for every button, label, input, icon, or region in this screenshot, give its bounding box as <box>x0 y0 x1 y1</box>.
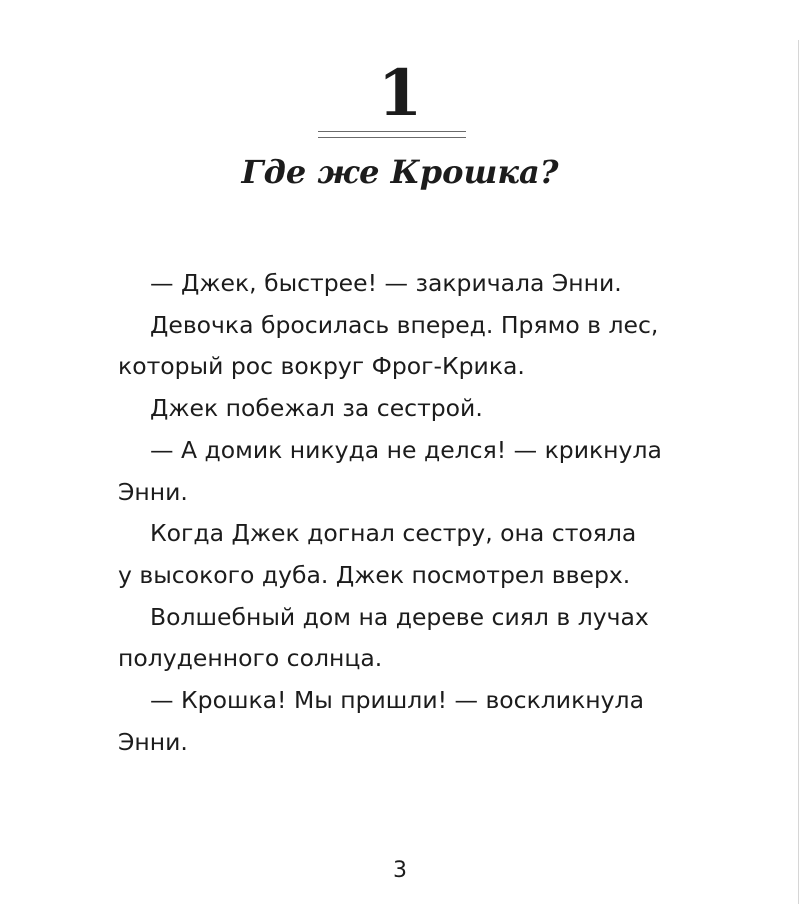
text-line: — Джек, быстрее! — закричала Энни. <box>150 269 622 297</box>
text-line: Энни. <box>118 477 188 506</box>
text-line: Волшебный дом на дереве сиял в лучах <box>150 602 649 631</box>
page-edge <box>798 40 799 904</box>
text-line: у высокого дуба. Джек посмотрел вверх. <box>118 560 631 589</box>
text-line: Девочка бросилась вперед. Прямо в лес, <box>150 310 659 339</box>
chapter-number: 1 <box>377 56 423 131</box>
page-number: 3 <box>393 858 407 883</box>
text-line: полуденного солнца. <box>118 644 383 673</box>
text-line: — Крошка! Мы пришли! — воскликнула <box>150 686 644 715</box>
text-line: Джек побежал за сестрой. <box>150 394 483 423</box>
chapter-text <box>118 263 698 763</box>
chapter-divider <box>318 131 466 138</box>
text-line: Энни. <box>118 727 188 756</box>
chapter-title: Где же Крошка? <box>241 153 559 191</box>
text-line: Когда Джек догнал сестру, она стояла <box>150 519 637 548</box>
text-line: — А домик никуда не делся! — крикнула <box>150 435 662 464</box>
text-line: который рос вокруг Фрог-Крика. <box>118 352 525 381</box>
